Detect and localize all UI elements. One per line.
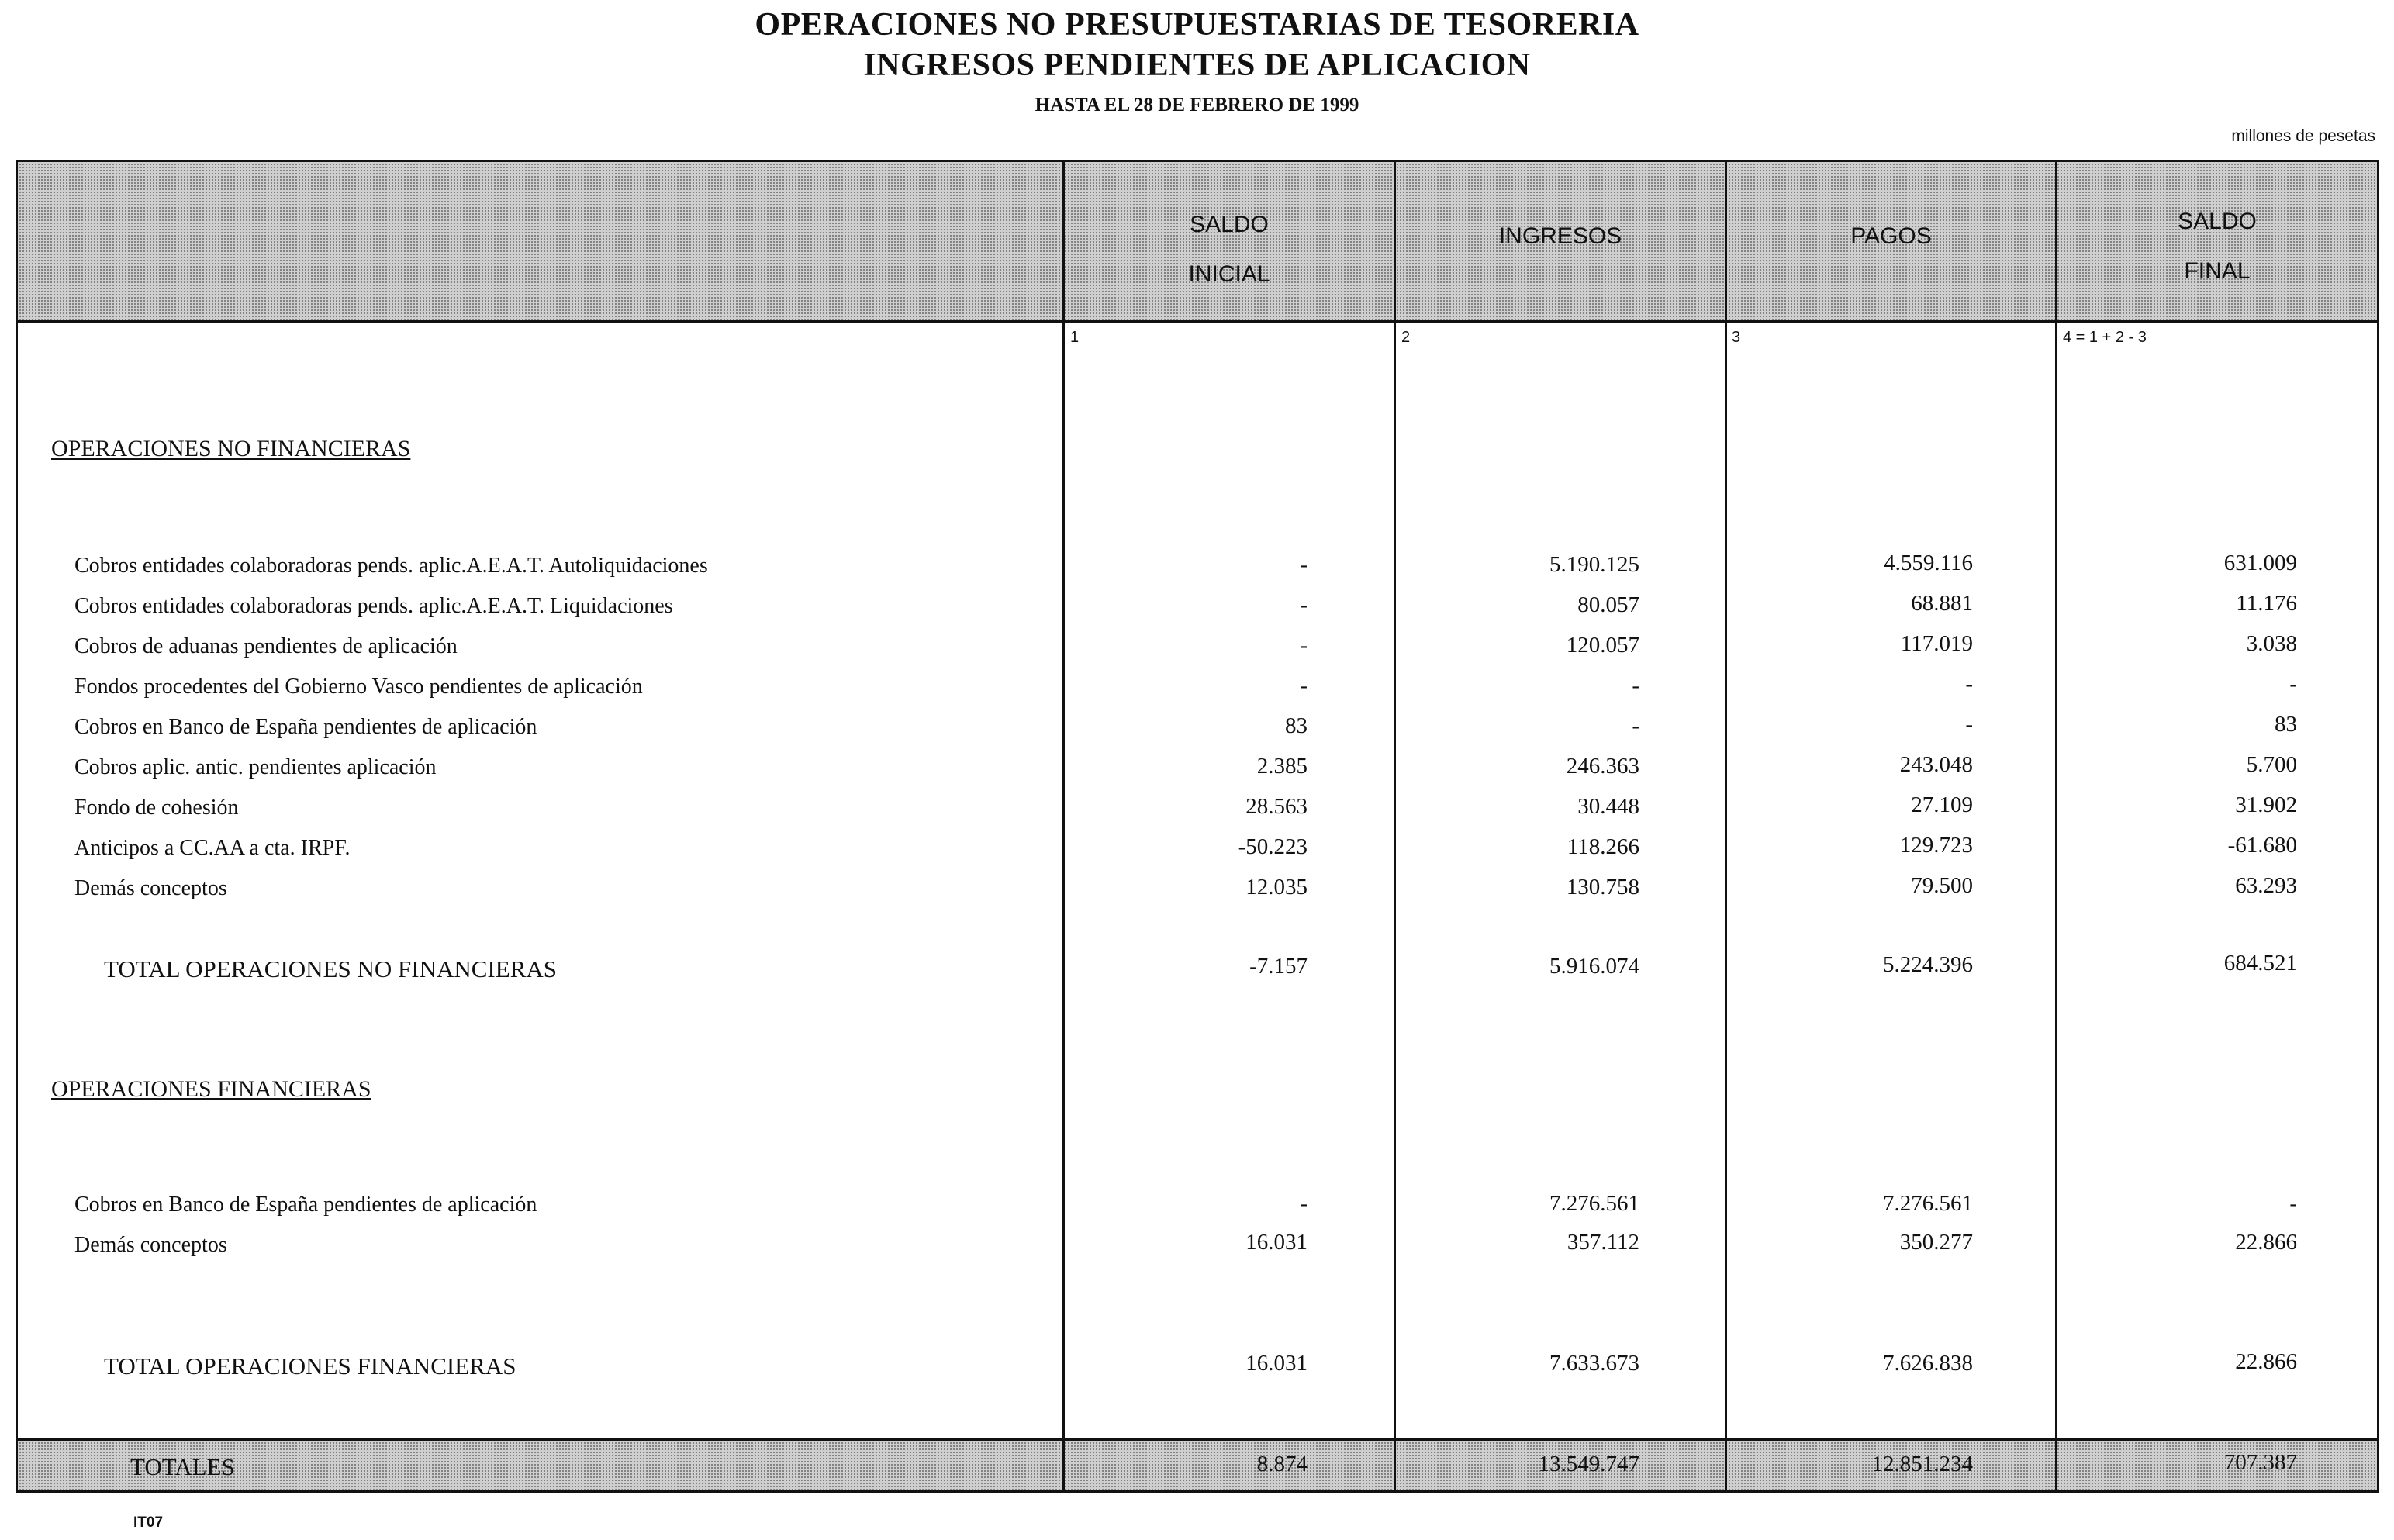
value-pagos: 7.276.561 — [1883, 1191, 1973, 1216]
row-label: Cobros entidades colaboradoras pends. aplic.A.E.A.T. Autoliquidaciones — [74, 554, 708, 578]
column-header-line: SALDO — [1190, 212, 1269, 237]
value-saldo-inicial: - — [1300, 673, 1308, 698]
value-ingresos: 7.633.673 — [1549, 1351, 1639, 1376]
report-subtitle: INGRESOS PENDIENTES DE APLICACION — [863, 47, 1531, 83]
value-saldo-final: 684.521 — [2223, 951, 2297, 975]
value-saldo-final: -61.680 — [2227, 833, 2297, 858]
value-ingresos: - — [1632, 713, 1639, 738]
column-header-line: INGRESOS — [1498, 223, 1622, 249]
footer-code: IT07 — [133, 1514, 164, 1531]
value-saldo-inicial: -7.157 — [1249, 954, 1308, 979]
value-pagos: 12.851.234 — [1871, 1452, 1973, 1476]
report-title: OPERACIONES NO PRESUPUESTARIAS DE TESORERIA — [755, 7, 1639, 43]
value-pagos: 27.109 — [1911, 792, 1973, 817]
value-pagos: 79.500 — [1911, 873, 1973, 898]
value-saldo-final: 631.009 — [2223, 551, 2297, 575]
value-saldo-inicial: - — [1300, 552, 1308, 577]
column-divider — [1725, 160, 1727, 1493]
value-saldo-final: 707.387 — [2223, 1450, 2297, 1475]
value-saldo-inicial: 2.385 — [1256, 754, 1308, 779]
column-header-line: INICIAL — [1188, 261, 1270, 287]
value-pagos: 4.559.116 — [1884, 551, 1973, 575]
column-number: 1 — [1070, 329, 1080, 346]
column-header-saldo-inicial — [1065, 200, 1394, 299]
value-ingresos: 80.057 — [1577, 592, 1639, 617]
row-label: Cobros aplic. antic. pendientes aplicación — [74, 755, 437, 779]
value-saldo-final: 22.866 — [2235, 1230, 2297, 1255]
value-ingresos: 357.112 — [1567, 1230, 1639, 1255]
column-divider — [2055, 160, 2057, 1493]
value-saldo-final: 22.866 — [2235, 1349, 2297, 1374]
subtotal-label: TOTAL OPERACIONES FINANCIERAS — [104, 1352, 516, 1379]
value-ingresos: 120.057 — [1566, 633, 1639, 658]
units-label: millones de pesetas — [2231, 127, 2375, 145]
row-label: Cobros en Banco de España pendientes de aplicación — [74, 1193, 537, 1217]
value-ingresos: 130.758 — [1566, 875, 1639, 899]
value-saldo-inicial: - — [1300, 592, 1308, 617]
value-saldo-inicial: 28.563 — [1245, 794, 1308, 819]
value-ingresos: 118.266 — [1567, 834, 1639, 859]
value-pagos: - — [1965, 712, 1973, 737]
value-saldo-final: 3.038 — [2246, 631, 2297, 656]
column-divider — [1394, 160, 1396, 1493]
section-heading: OPERACIONES FINANCIERAS — [51, 1076, 371, 1102]
column-header-ingresos — [1396, 223, 1725, 250]
column-header-line: PAGOS — [1850, 223, 1932, 249]
value-saldo-final: 31.902 — [2235, 792, 2297, 817]
value-pagos: 350.277 — [1899, 1230, 1973, 1255]
row-label: Demás conceptos — [74, 876, 227, 900]
row-label: Demás conceptos — [74, 1233, 227, 1257]
header-divider — [16, 320, 2379, 323]
row-label: Fondos procedentes del Gobierno Vasco pendientes de aplicación — [74, 675, 643, 699]
value-saldo-inicial: -50.223 — [1238, 834, 1308, 859]
column-number: 3 — [1732, 329, 1741, 346]
value-saldo-inicial: - — [1300, 633, 1308, 658]
table-frame — [16, 160, 2379, 1493]
column-header-line: FINAL — [2184, 258, 2251, 284]
value-pagos: 243.048 — [1899, 752, 1973, 777]
column-header-line: SALDO — [2178, 209, 2257, 234]
value-saldo-inicial: 12.035 — [1245, 875, 1308, 899]
value-saldo-final: 63.293 — [2235, 873, 2297, 898]
value-saldo-inicial: 16.031 — [1245, 1351, 1308, 1376]
value-pagos: 117.019 — [1900, 631, 1973, 656]
totals-divider — [16, 1438, 2379, 1441]
section-heading: OPERACIONES NO FINANCIERAS — [51, 436, 411, 461]
value-saldo-inicial: 8.874 — [1256, 1452, 1308, 1476]
value-ingresos: 5.916.074 — [1549, 954, 1639, 979]
row-label: Fondo de cohesión — [74, 796, 239, 820]
column-number: 4 = 1 + 2 - 3 — [2063, 329, 2147, 346]
column-divider — [1062, 160, 1065, 1493]
value-pagos: 5.224.396 — [1883, 952, 1973, 977]
row-label: Anticipos a CC.AA a cta. IRPF. — [74, 836, 351, 860]
value-ingresos: 5.190.125 — [1549, 552, 1639, 577]
value-saldo-inicial: 16.031 — [1245, 1230, 1308, 1255]
value-saldo-inicial: - — [1300, 1191, 1308, 1216]
value-ingresos: 13.549.747 — [1538, 1452, 1639, 1476]
totals-label: TOTALES — [130, 1453, 235, 1480]
value-saldo-final: - — [2289, 1191, 2297, 1216]
column-number: 2 — [1401, 329, 1411, 346]
report-date: HASTA EL 28 DE FEBRERO DE 1999 — [1035, 95, 1359, 116]
value-saldo-final: 11.176 — [2236, 591, 2297, 616]
column-header-saldo-final — [2057, 197, 2377, 296]
value-pagos: 7.626.838 — [1883, 1351, 1973, 1376]
value-pagos: 129.723 — [1899, 833, 1973, 858]
column-header-pagos — [1727, 223, 2055, 250]
row-label: Cobros entidades colaboradoras pends. aplic.A.E.A.T. Liquidaciones — [74, 594, 673, 618]
value-saldo-final: 83 — [2275, 712, 2297, 737]
value-ingresos: - — [1632, 673, 1639, 698]
row-label: Cobros en Banco de España pendientes de aplicación — [74, 715, 537, 739]
value-saldo-final: 5.700 — [2246, 752, 2297, 777]
value-saldo-inicial: 83 — [1285, 713, 1308, 738]
value-saldo-final: - — [2289, 672, 2297, 696]
row-label: Cobros de aduanas pendientes de aplicación — [74, 634, 458, 658]
value-ingresos: 7.276.561 — [1549, 1191, 1639, 1216]
value-pagos: - — [1965, 672, 1973, 696]
subtotal-label: TOTAL OPERACIONES NO FINANCIERAS — [104, 955, 557, 982]
value-ingresos: 30.448 — [1577, 794, 1639, 819]
value-pagos: 68.881 — [1911, 591, 1973, 616]
value-ingresos: 246.363 — [1566, 754, 1639, 779]
